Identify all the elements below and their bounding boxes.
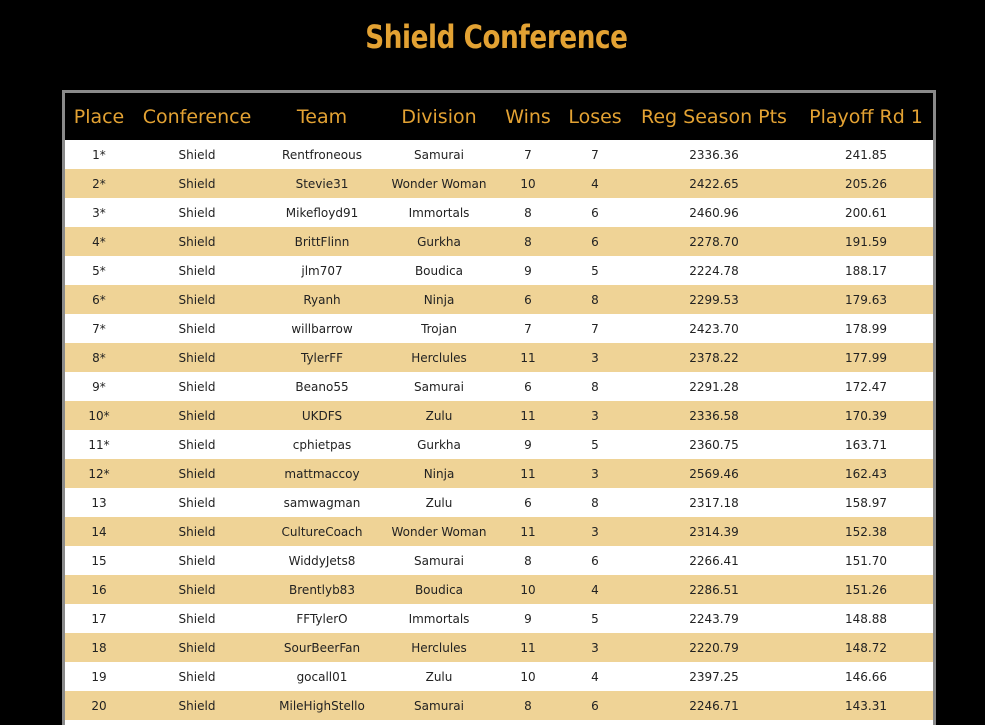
reg-season-pts-cell: 2224.78 (689, 263, 739, 278)
table-row (65, 198, 933, 227)
place-cell: 4* (92, 234, 106, 249)
division-cell: Herclules (411, 350, 467, 365)
division-cell: Samurai (414, 553, 464, 568)
wins-cell: 11 (520, 408, 536, 423)
playoff-rd-1-cell: 163.71 (845, 437, 887, 452)
wins-cell: 11 (520, 350, 536, 365)
division-cell: Boudica (414, 582, 464, 597)
conference-cell: Shield (178, 176, 216, 191)
page-title: Shield Conference (365, 18, 628, 56)
loses-cell: 6 (591, 553, 599, 568)
column-header-reg-season-pts: Reg Season Pts (641, 105, 787, 128)
table-row (65, 430, 933, 459)
reg-season-pts-cell: 2460.96 (689, 205, 739, 220)
reg-season-pts-cell: 2378.22 (689, 350, 739, 365)
reg-season-pts-cell: 2286.51 (689, 582, 739, 597)
conference-cell: Shield (178, 698, 216, 713)
reg-season-pts-cell: 2243.79 (689, 611, 739, 626)
division-cell: Gurkha (417, 437, 461, 452)
playoff-rd-1-cell: 152.38 (845, 524, 887, 539)
wins-cell: 10 (520, 669, 536, 684)
place-cell (65, 720, 133, 725)
conference-cell: Shield (178, 292, 216, 307)
loses-cell: 4 (591, 669, 599, 684)
team-cell: CultureCoach (281, 524, 363, 539)
reg-season-pts-cell: 2336.36 (689, 147, 739, 162)
place-cell: 6* (92, 292, 106, 307)
reg-season-pts-cell: 2299.53 (689, 292, 739, 307)
loses-cell: 7 (591, 147, 599, 162)
conference-cell: Shield (178, 611, 216, 626)
place-cell: 20 (91, 698, 107, 713)
playoff-rd-1-cell: 188.17 (845, 263, 887, 278)
column-header-conference: Conference (142, 105, 252, 128)
team-cell: samwagman (283, 495, 361, 510)
standings-table-container (62, 90, 936, 725)
table-row (65, 575, 933, 604)
playoff-rd-1-cell: 148.72 (845, 640, 887, 655)
reg-season-pts-cell: 2397.25 (689, 669, 739, 684)
team-cell: cphietpas (292, 437, 352, 452)
loses-cell: 5 (591, 611, 599, 626)
place-cell: 15 (91, 553, 107, 568)
place-cell: 13 (91, 495, 107, 510)
conference-cell: Shield (178, 437, 216, 452)
division-cell: Immortals (408, 205, 470, 220)
column-header-division: Division (401, 105, 477, 128)
playoff-rd-1-cell: 146.66 (845, 669, 887, 684)
playoff-rd-1-cell (799, 720, 933, 725)
team-cell: willbarrow (291, 321, 353, 336)
conference-cell: Shield (178, 495, 216, 510)
division-cell (383, 720, 495, 725)
table-row (65, 517, 933, 546)
conference-cell: Shield (178, 553, 216, 568)
loses-cell: 6 (591, 234, 599, 249)
table-row (65, 720, 933, 725)
team-cell: SourBeerFan (283, 640, 361, 655)
column-header-wins: Wins (505, 105, 551, 128)
reg-season-pts-cell: 2317.18 (689, 495, 739, 510)
table-header-row (65, 93, 933, 140)
wins-cell: 8 (524, 205, 532, 220)
division-cell: Ninja (423, 466, 455, 481)
conference-cell (133, 720, 261, 725)
table-row (65, 662, 933, 691)
playoff-rd-1-cell: 170.39 (845, 408, 887, 423)
table-row (65, 140, 933, 169)
division-cell: Ninja (423, 292, 455, 307)
loses-cell: 3 (591, 466, 599, 481)
team-cell: TylerFF (300, 350, 344, 365)
reg-season-pts-cell: 2246.71 (689, 698, 739, 713)
table-row (65, 459, 933, 488)
playoff-rd-1-cell: 148.88 (845, 611, 887, 626)
reg-season-pts-cell: 2336.58 (689, 408, 739, 423)
division-cell: Trojan (421, 321, 457, 336)
place-cell: 2* (92, 176, 106, 191)
playoff-rd-1-cell: 143.31 (845, 698, 887, 713)
place-cell: 8* (92, 350, 106, 365)
table-row (65, 633, 933, 662)
wins-cell: 8 (524, 698, 532, 713)
conference-cell: Shield (178, 234, 216, 249)
playoff-rd-1-cell: 158.97 (845, 495, 887, 510)
division-cell: Immortals (408, 611, 470, 626)
table-row (65, 604, 933, 633)
team-cell: Stevie31 (295, 176, 349, 191)
wins-cell: 8 (524, 234, 532, 249)
conference-cell: Shield (178, 379, 216, 394)
playoff-rd-1-cell: 162.43 (845, 466, 887, 481)
team-cell: Rentfroneous (282, 147, 362, 162)
conference-cell: Shield (178, 669, 216, 684)
place-cell: 1* (92, 147, 106, 162)
column-header-loses: Loses (568, 105, 622, 128)
reg-season-pts-cell: 2422.65 (689, 176, 739, 191)
loses-cell: 3 (591, 524, 599, 539)
division-cell: Wonder Woman (391, 176, 487, 191)
team-cell: UKDFS (301, 408, 343, 423)
place-cell: 3* (92, 205, 106, 220)
reg-season-pts-cell: 2314.39 (689, 524, 739, 539)
table-row (65, 256, 933, 285)
wins-cell: 9 (524, 611, 532, 626)
wins-cell: 11 (520, 466, 536, 481)
wins-cell: 7 (524, 321, 532, 336)
table-row (65, 343, 933, 372)
team-cell: Mikefloyd91 (285, 205, 359, 220)
team-cell: Brentlyb83 (289, 582, 355, 597)
loses-cell: 8 (591, 379, 599, 394)
place-cell: 10* (88, 408, 110, 423)
wins-cell (495, 720, 561, 725)
table-row (65, 488, 933, 517)
team-cell: jlm707 (301, 263, 343, 278)
table-row (65, 314, 933, 343)
table-body (65, 140, 933, 725)
table-row (65, 691, 933, 720)
wins-cell: 11 (520, 524, 536, 539)
team-cell: MileHighStello (279, 698, 365, 713)
loses-cell: 6 (591, 698, 599, 713)
loses-cell (561, 720, 629, 725)
loses-cell: 3 (591, 408, 599, 423)
place-cell: 17 (91, 611, 107, 626)
playoff-rd-1-cell: 179.63 (845, 292, 887, 307)
loses-cell: 7 (591, 321, 599, 336)
place-cell: 14 (91, 524, 107, 539)
place-cell: 9* (92, 379, 106, 394)
team-cell: FFTylerO (296, 611, 348, 626)
division-cell: Wonder Woman (391, 524, 487, 539)
conference-cell: Shield (178, 263, 216, 278)
column-header-team: Team (296, 105, 348, 128)
playoff-rd-1-cell: 178.99 (845, 321, 887, 336)
column-header-place: Place (73, 105, 125, 128)
reg-season-pts-cell: 2266.41 (689, 553, 739, 568)
table-row (65, 227, 933, 256)
division-cell: Gurkha (417, 234, 461, 249)
playoff-rd-1-cell: 151.70 (845, 553, 887, 568)
table-row (65, 285, 933, 314)
division-cell: Herclules (411, 640, 467, 655)
wins-cell: 10 (520, 176, 536, 191)
loses-cell: 3 (591, 640, 599, 655)
table-row (65, 401, 933, 430)
division-cell: Samurai (414, 698, 464, 713)
team-cell: mattmaccoy (284, 466, 360, 481)
table-row (65, 546, 933, 575)
team-cell: BrittFlinn (294, 234, 350, 249)
reg-season-pts-cell: 2360.75 (689, 437, 739, 452)
table-row (65, 169, 933, 198)
place-cell: 18 (91, 640, 107, 655)
loses-cell: 3 (591, 350, 599, 365)
loses-cell: 4 (591, 176, 599, 191)
team-cell: WiddyJets8 (288, 553, 356, 568)
reg-season-pts-cell: 2569.46 (689, 466, 739, 481)
reg-season-pts-cell: 2291.28 (689, 379, 739, 394)
conference-cell: Shield (178, 205, 216, 220)
team-cell: Beano55 (295, 379, 349, 394)
team-cell: Ryanh (303, 292, 341, 307)
loses-cell: 6 (591, 205, 599, 220)
division-cell: Zulu (425, 408, 453, 423)
loses-cell: 8 (591, 495, 599, 510)
division-cell: Boudica (414, 263, 464, 278)
division-cell: Samurai (414, 147, 464, 162)
loses-cell: 5 (591, 263, 599, 278)
column-header-playoff-rd-1: Playoff Rd 1 (809, 105, 923, 128)
conference-cell: Shield (178, 524, 216, 539)
place-cell: 16 (91, 582, 107, 597)
wins-cell: 6 (524, 495, 532, 510)
wins-cell: 11 (520, 640, 536, 655)
team-cell: gocall01 (296, 669, 348, 684)
reg-season-pts-cell: 2220.79 (689, 640, 739, 655)
playoff-rd-1-cell: 200.61 (845, 205, 887, 220)
playoff-rd-1-cell: 177.99 (845, 350, 887, 365)
place-cell: 12* (88, 466, 110, 481)
reg-season-pts-cell: 2278.70 (689, 234, 739, 249)
conference-cell: Shield (178, 321, 216, 336)
conference-cell: Shield (178, 466, 216, 481)
place-cell: 5* (92, 263, 106, 278)
loses-cell: 8 (591, 292, 599, 307)
wins-cell: 8 (524, 553, 532, 568)
conference-cell: Shield (178, 147, 216, 162)
division-cell: Samurai (414, 379, 464, 394)
wins-cell: 9 (524, 263, 532, 278)
wins-cell: 6 (524, 292, 532, 307)
playoff-rd-1-cell: 191.59 (845, 234, 887, 249)
conference-cell: Shield (178, 408, 216, 423)
wins-cell: 7 (524, 147, 532, 162)
place-cell: 7* (92, 321, 106, 336)
team-cell (261, 720, 383, 725)
reg-season-pts-cell (629, 720, 799, 725)
playoff-rd-1-cell: 205.26 (845, 176, 887, 191)
reg-season-pts-cell: 2423.70 (689, 321, 739, 336)
loses-cell: 4 (591, 582, 599, 597)
division-cell: Zulu (425, 495, 453, 510)
loses-cell: 5 (591, 437, 599, 452)
conference-cell: Shield (178, 582, 216, 597)
conference-cell: Shield (178, 350, 216, 365)
conference-cell: Shield (178, 640, 216, 655)
wins-cell: 10 (520, 582, 536, 597)
wins-cell: 6 (524, 379, 532, 394)
place-cell: 19 (91, 669, 107, 684)
table-row (65, 372, 933, 401)
playoff-rd-1-cell: 241.85 (845, 147, 887, 162)
wins-cell: 9 (524, 437, 532, 452)
place-cell: 11* (88, 437, 110, 452)
playoff-rd-1-cell: 151.26 (845, 582, 887, 597)
playoff-rd-1-cell: 172.47 (845, 379, 887, 394)
division-cell: Zulu (425, 669, 453, 684)
standings-table (65, 93, 933, 725)
